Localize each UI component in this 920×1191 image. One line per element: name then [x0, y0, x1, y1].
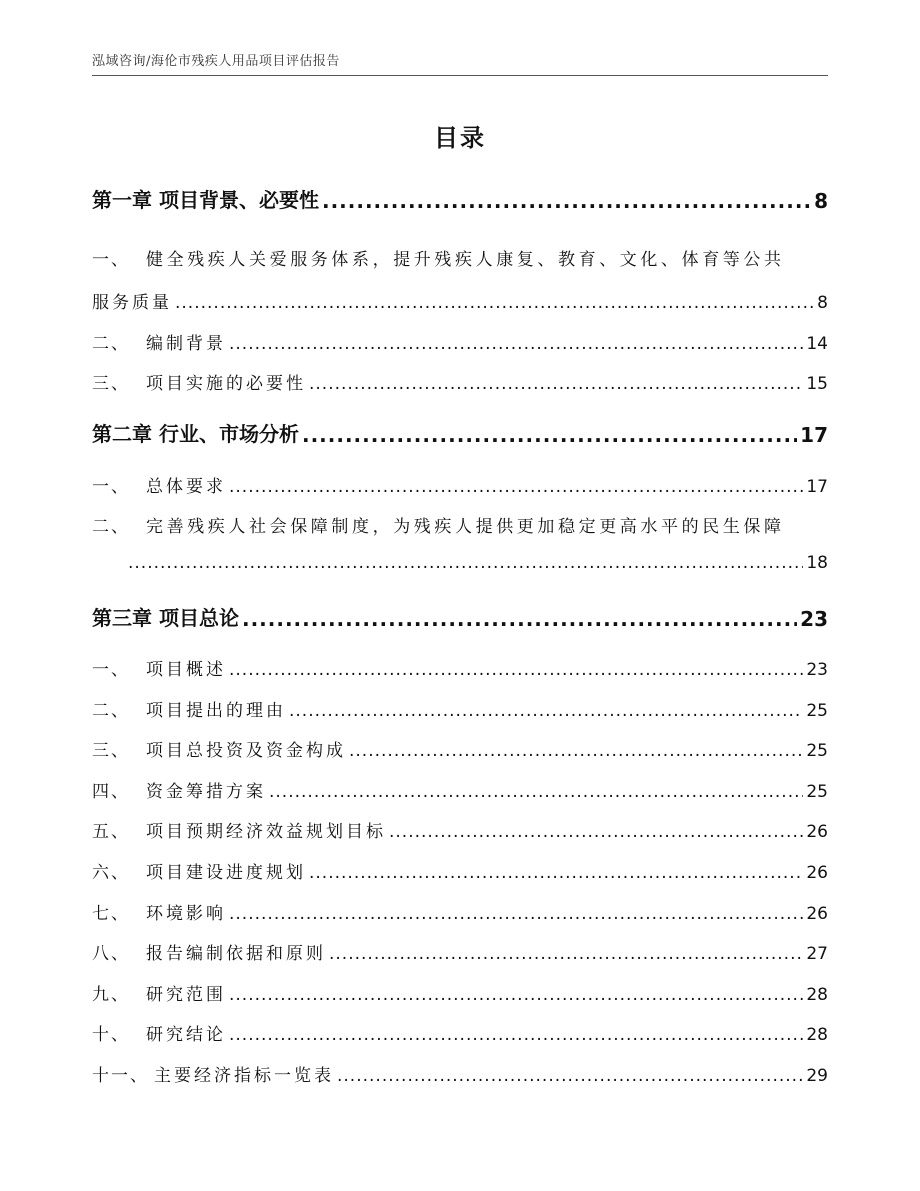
toc-section-3-9[interactable]: [92, 980, 828, 1005]
toc-page-number: 23: [806, 660, 828, 680]
toc-section-1-1-line1[interactable]: [92, 245, 828, 270]
toc-section-3-11[interactable]: [92, 1061, 828, 1086]
toc-section-1-2[interactable]: [92, 329, 828, 354]
toc-leader: [242, 607, 797, 631]
toc-section-2-2-line2[interactable]: [92, 553, 828, 573]
toc-leader: [229, 477, 803, 497]
toc-page-number: 28: [806, 985, 828, 1005]
toc-section-number: 二、: [92, 517, 130, 537]
toc-section-1-1-line2[interactable]: [92, 288, 828, 313]
toc-section-label: 报告编制依据和原则: [146, 944, 326, 964]
toc-page-number: 27: [806, 944, 828, 964]
toc-section-label: 总体要求: [146, 477, 226, 497]
toc-section-label: 研究范围: [146, 985, 226, 1005]
toc-section-label: 环境影响: [146, 904, 226, 924]
toc-page-number: 14: [806, 334, 828, 354]
toc-page-number: 18: [806, 553, 828, 573]
toc-section-label: 项目概述: [146, 660, 226, 680]
toc-page-number: 23: [800, 607, 828, 631]
toc-section-label: 编制背景: [146, 334, 226, 354]
toc-page-number: 8: [817, 293, 828, 313]
toc-page-number: 17: [800, 423, 828, 447]
toc-leader: [309, 863, 803, 883]
toc-leader: [329, 944, 803, 964]
toc-leader: [229, 904, 803, 924]
toc-section-3-7[interactable]: [92, 899, 828, 924]
toc-section-number: 四、: [92, 782, 130, 802]
toc-section-number: 七、: [92, 904, 130, 924]
toc-section-2-2-line1[interactable]: [92, 512, 828, 537]
toc-section-number: 三、: [92, 741, 130, 761]
toc-section-number: 一、: [92, 660, 130, 680]
toc-section-label: 研究结论: [146, 1025, 226, 1045]
toc-page-number: 15: [806, 374, 828, 394]
toc-section-3-1[interactable]: [92, 655, 828, 680]
toc-section-number: 三、: [92, 374, 130, 394]
toc-section-3-5[interactable]: [92, 817, 828, 842]
toc-section-label: 项目建设进度规划: [146, 863, 306, 883]
toc-section-label: 主要经济指标一览表: [154, 1066, 334, 1086]
toc-page-number: 26: [806, 863, 828, 883]
toc-page-number: 25: [806, 782, 828, 802]
toc-page-number: 25: [806, 741, 828, 761]
toc-section-3-8[interactable]: [92, 939, 828, 964]
toc-chapter-label: 第二章 行业、市场分析: [92, 422, 299, 446]
toc-leader: [175, 293, 814, 313]
toc-leader: [269, 782, 803, 802]
toc-section-number: 二、: [92, 701, 130, 721]
toc-section-3-6[interactable]: [92, 858, 828, 883]
toc-section-number: 十一、: [92, 1066, 149, 1086]
toc-page-number: 8: [814, 189, 828, 213]
toc-leader: [322, 189, 811, 213]
toc-leader: [229, 660, 803, 680]
header-rule: [92, 75, 828, 76]
toc-section-number: 一、: [92, 250, 130, 270]
toc-section-number: 一、: [92, 477, 130, 497]
toc-page-number: 26: [806, 822, 828, 842]
toc-section-label: 项目预期经济效益规划目标: [146, 822, 386, 842]
toc-section-label: 资金筹措方案: [146, 782, 266, 802]
toc-section-1-3[interactable]: [92, 369, 828, 394]
toc-leader: [309, 374, 803, 394]
toc-section-3-3[interactable]: [92, 736, 828, 761]
toc-section-number: 二、: [92, 334, 130, 354]
toc-chapter-label: 第一章 项目背景、必要性: [92, 188, 319, 212]
toc-section-number: 十、: [92, 1025, 130, 1045]
toc-leader: [229, 1025, 803, 1045]
toc-section-label: 服务质量: [92, 293, 172, 313]
toc-leader: [229, 985, 803, 1005]
toc-section-number: 九、: [92, 985, 130, 1005]
toc-chapter-3[interactable]: [92, 602, 828, 631]
toc-page-number: 17: [806, 477, 828, 497]
toc-section-label: 项目实施的必要性: [146, 374, 306, 394]
toc-chapter-2[interactable]: [92, 418, 828, 447]
toc-section-3-4[interactable]: [92, 777, 828, 802]
toc-section-2-1[interactable]: [92, 472, 828, 497]
toc-page-number: 25: [806, 701, 828, 721]
toc-section-label: 项目总投资及资金构成: [146, 741, 346, 761]
toc-section-3-10[interactable]: [92, 1020, 828, 1045]
toc-section-number: 六、: [92, 863, 130, 883]
toc-section-label: 完善残疾人社会保障制度，为残疾人提供更加稳定更高水平的民生保障: [146, 517, 785, 537]
toc-page-number: 28: [806, 1025, 828, 1045]
toc-leader: [389, 822, 803, 842]
toc-leader: [128, 553, 803, 573]
toc-title: 目录: [434, 124, 486, 152]
toc-leader: [302, 423, 797, 447]
toc-chapter-label: 第三章 项目总论: [92, 606, 239, 630]
toc-section-number: 五、: [92, 822, 130, 842]
toc-leader: [229, 334, 803, 354]
toc-section-number: 八、: [92, 944, 130, 964]
toc-page-number: 26: [806, 904, 828, 924]
page-header: 泓域咨询/海伦市残疾人用品项目评估报告: [92, 54, 340, 69]
toc-chapter-1[interactable]: [92, 184, 828, 213]
toc-section-3-2[interactable]: [92, 696, 828, 721]
toc-leader: [289, 701, 803, 721]
toc-leader: [337, 1066, 803, 1086]
toc-section-label: 健全残疾人关爱服务体系，提升残疾人康复、教育、文化、体育等公共: [146, 250, 785, 270]
toc-section-label: 项目提出的理由: [146, 701, 286, 721]
toc-leader: [349, 741, 803, 761]
toc-page-number: 29: [806, 1066, 828, 1086]
